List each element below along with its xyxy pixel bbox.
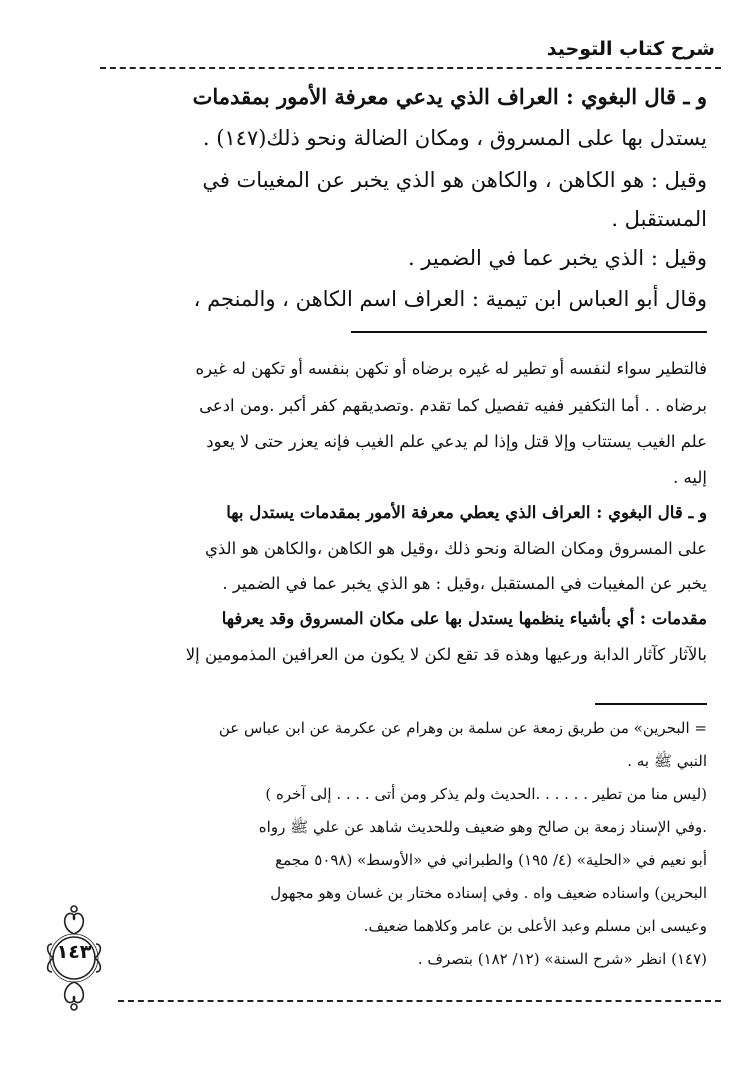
commentary-line-1: فالتطير سواء لنفسه أو تطير له غيره برضاه أو تكهن بنفسه أو تكهن له غيره bbox=[195, 359, 707, 378]
commentary-line-9: بالآثار كآثار الدابة ورعيها وهذه قد تقع لكن لا يكون من العرافين المذمومين إلا bbox=[185, 645, 707, 664]
commentary-line-8-text: مقدمات : أي بأشياء ينظمها يستدل بها على مكان المسروق وقد يعرفها bbox=[221, 609, 707, 628]
main-text-line-2: يستدل بها على المسروق ، ومكان الضالة ونحو ذلك(١٤٧) . bbox=[202, 126, 707, 150]
main-text-line-6: وقال أبو العباس ابن تيمية : العراف اسم الكاهن ، والمنجم ، bbox=[193, 287, 707, 311]
commentary-line-6: على المسروق ومكان الضالة ونحو ذلك ،وقيل هو الكاهن ،والكاهن هو الذي bbox=[204, 539, 707, 558]
page-number: ١٤٣ bbox=[56, 941, 92, 963]
main-text-line-1 bbox=[40, 84, 707, 109]
commentary-line-8 bbox=[40, 609, 707, 628]
header-divider bbox=[100, 67, 721, 69]
main-text-line-4: المستقبل . bbox=[611, 207, 707, 231]
commentary-line-4: إليه . bbox=[673, 468, 707, 487]
commentary-line-2: برضاه . . أما التكفير ففيه تفصيل كما تقدم .وتصديقهم كفر أكبر .ومن ادعى bbox=[199, 396, 707, 415]
footnote-line-3: (ليس منا من تطير . . . . . .الحديث ولم يذكر ومن أتى . . . . إلى آخره ) bbox=[265, 785, 707, 803]
footnote-line-8: (١٤٧) انظر «شرح السنة» (١٢/ ١٨٢) بتصرف . bbox=[417, 950, 707, 968]
footnote-line-2: النبي ﷺ به . bbox=[627, 752, 707, 770]
commentary-line-7: يخبر عن المغيبات في المستقبل ،وقيل : هو الذي يخبر عما في الضمير . bbox=[222, 574, 707, 593]
main-text-divider bbox=[351, 331, 707, 333]
main-text-line-5: وقيل : الذي يخبر عما في الضمير . bbox=[407, 246, 707, 270]
commentary-line-3: علم الغيب يستتاب وإلا قتل وإذا لم يدعي علم الغيب فإنه يعزر حتى لا يعود bbox=[206, 432, 707, 451]
footnote-divider bbox=[595, 703, 707, 705]
footnote-line-5: أبو نعيم في «الحلية» (٤/ ١٩٥) والطبراني في «الأوسط» (٥٠٩٨ مجمع bbox=[275, 851, 707, 869]
footnote-line-6: البحرين) واسناده ضعيف واه . وفي إسناده مختار بن غسان وهو مجهول bbox=[270, 884, 707, 902]
footnote-line-4: .وفي الإسناد زمعة بن صالح وهو ضعيف وللحديث شاهد عن علي ﷺ رواه bbox=[258, 818, 707, 836]
commentary-line-5: و ـ قال البغوي : العراف الذي يعطي معرفة الأمور بمقدمات يستدل بها bbox=[226, 503, 707, 522]
running-header-title: شرح كتاب التوحيد bbox=[546, 38, 715, 60]
footnote-line-1: = البحرين» من طريق زمعة عن سلمة بن وهرام عن عكرمة عن ابن عباس عن bbox=[218, 719, 707, 737]
main-text-line-1-text: و ـ قال البغوي : العراف الذي يدعي معرفة الأمور بمقدمات bbox=[192, 84, 707, 109]
footer-divider bbox=[118, 1000, 721, 1002]
main-text-line-3: وقيل : هو الكاهن ، والكاهن هو الذي يخبر عن المغيبات في bbox=[202, 168, 707, 192]
footnote-line-7: وعيسى ابن مسلم وعبد الأعلى بن عامر وكلاهما ضعيف. bbox=[363, 917, 707, 935]
